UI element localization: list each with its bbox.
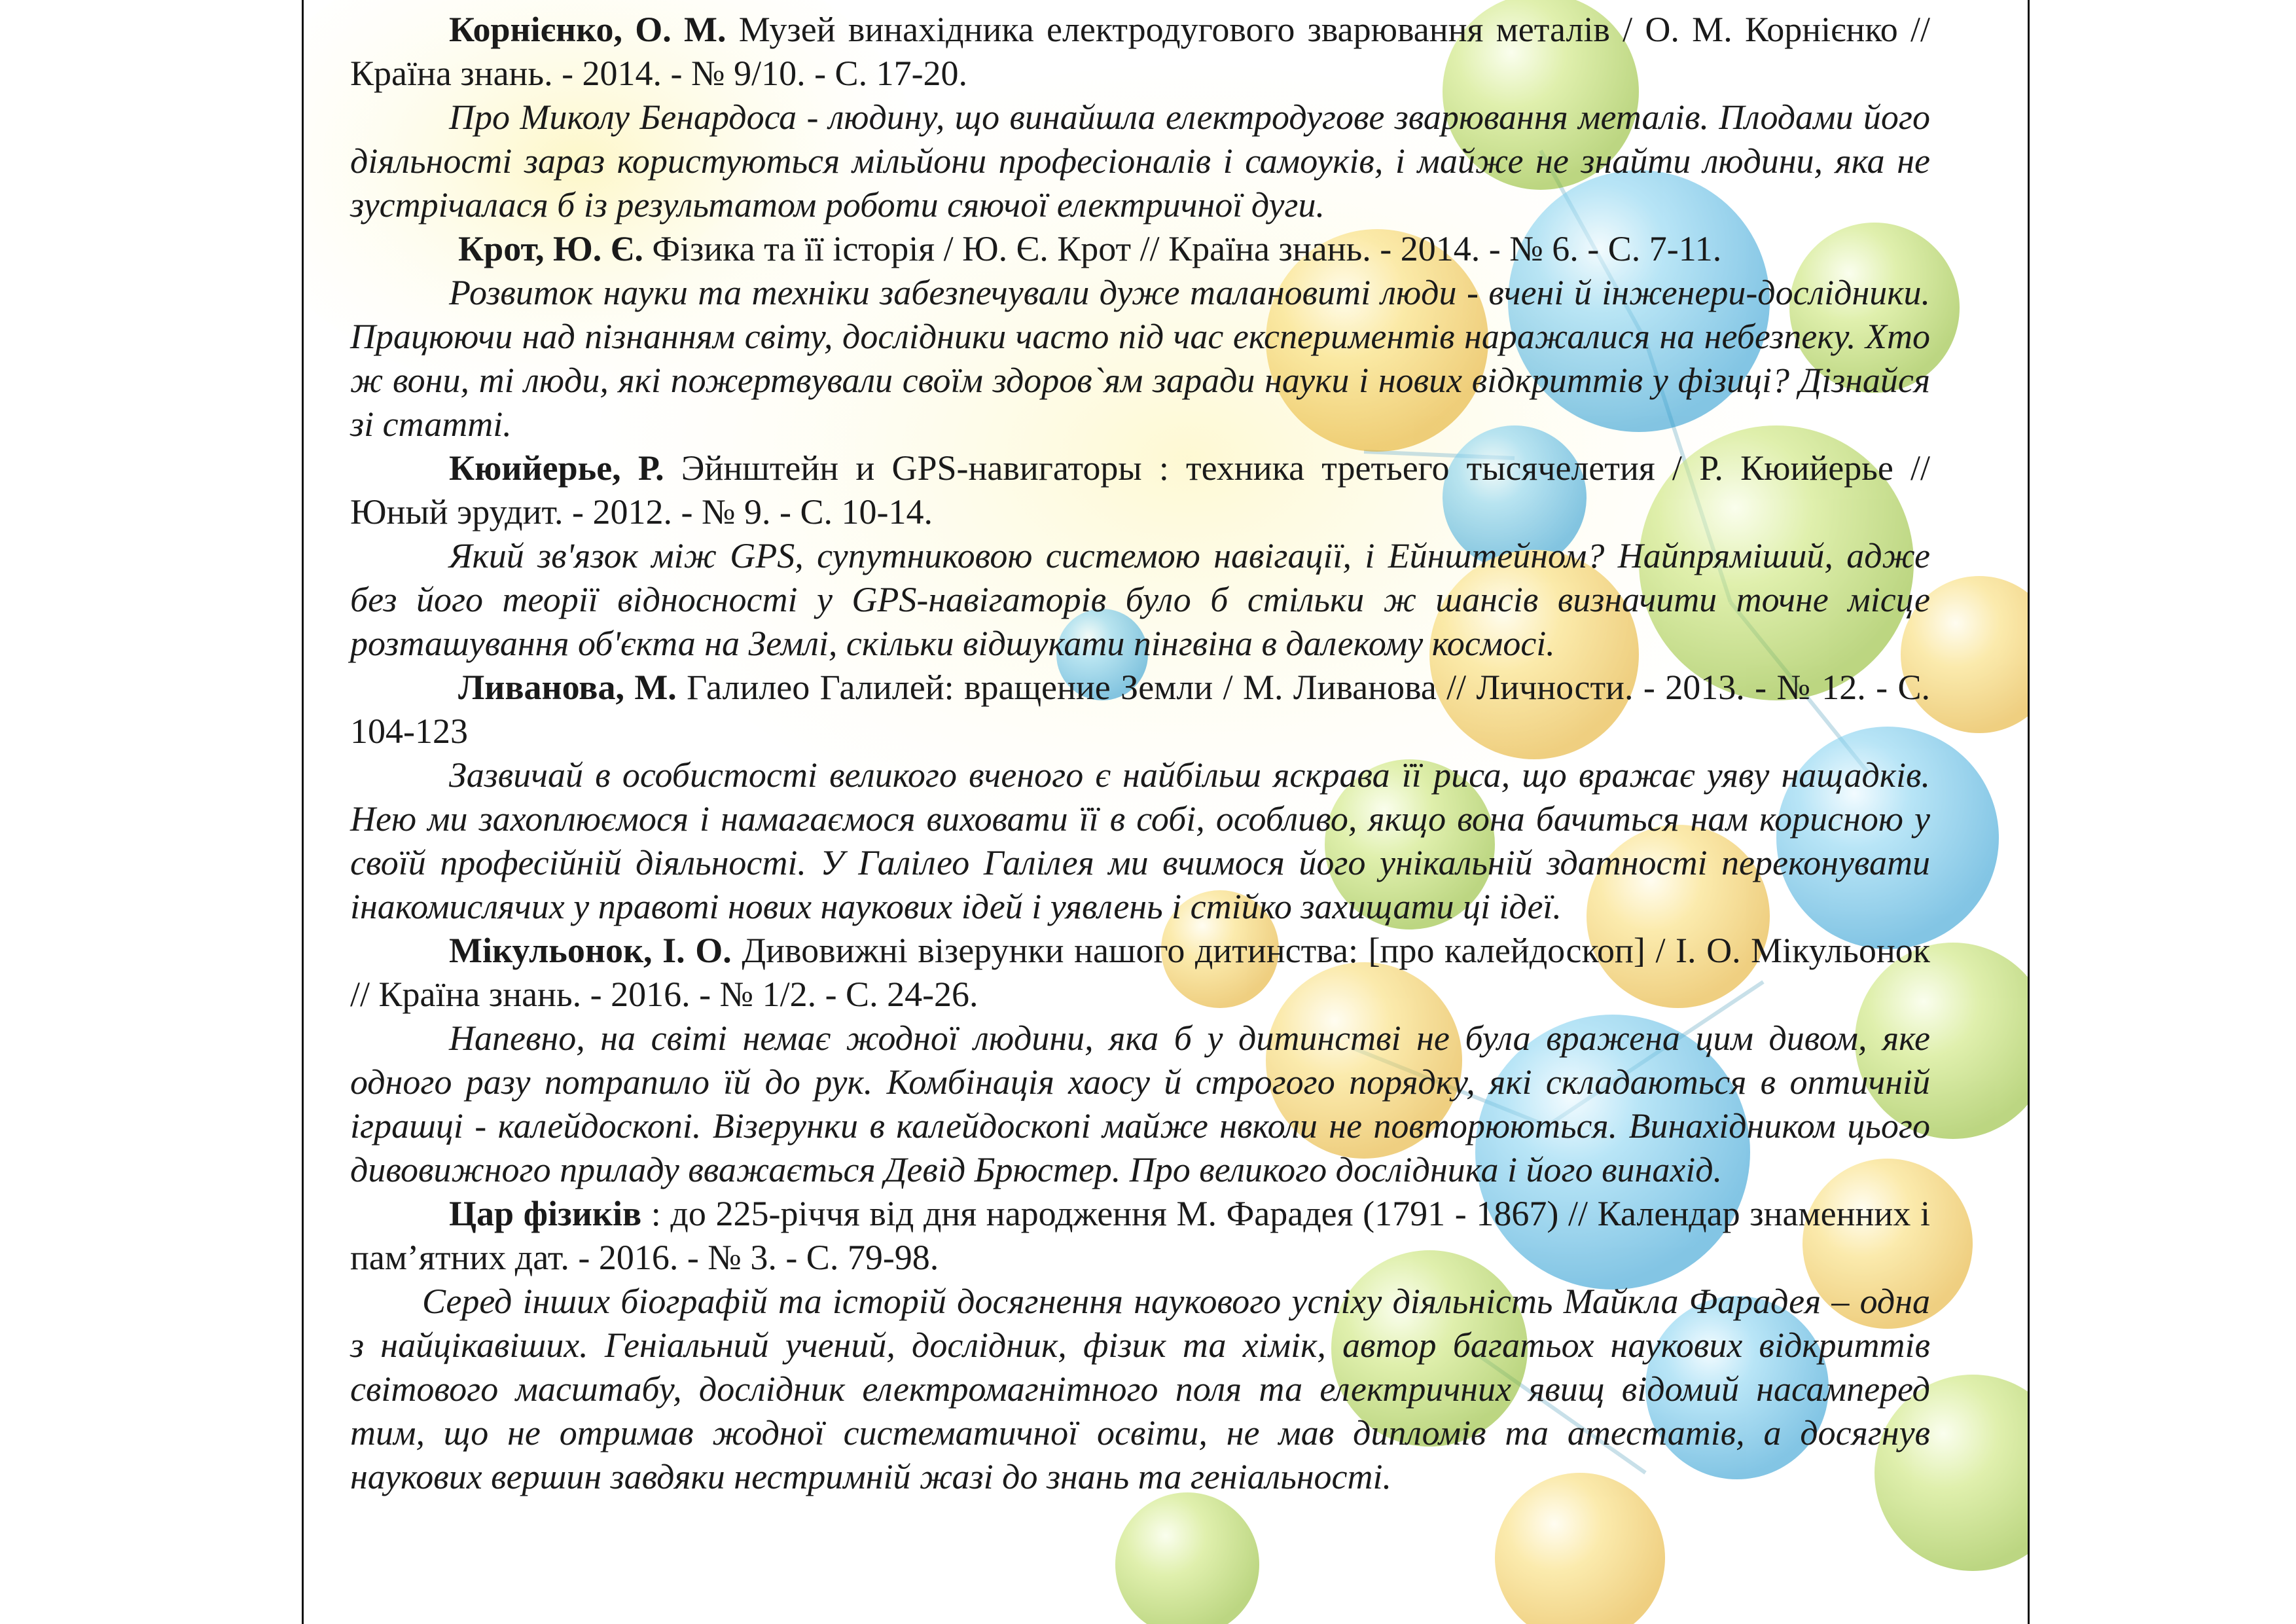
entry-author: Кюийерье, Р. (449, 448, 664, 488)
entry-text: : до 225-річчя від дня народження М. Фарадея (1791 - 1867) // Календар знаменних і пам’ятних дат. - 2016. - № 3. - С. 79-98. (350, 1194, 1930, 1277)
entry-annotation: Зазвичай в особистості великого вченого є найбільш яскрава її риса, що вражає уяву нащадків. Нею ми захоплюємося і намагаємося виховати її в собі, особливо, якщо вона бачиться нам корисною у своїй професійній діяльності. У Галілео Галілея ми вчимося його унікальній здатності переконувати інакомислячих у правоті нових наукових ідей і уявлень і стійко захищати ці ідеї. (350, 755, 1930, 926)
entry-annotation: Напевно, на світі немає жодної людини, яка б у дитинстві не була вражена цим дивом, яке одного разу потрапило їй до рук. Комбінація хаосу й строгого порядку, які складаються в оптичній іграшці - калейдоскопі. Візерунки в калейдоскопі майже нвколи не повторюються. Винахідником цього дивовижного приладу вважається Девід Брюстер. Про великого дослідника і його винахід. (350, 1019, 1930, 1189)
entry-annotation: Розвиток науки та техніки забезпечували дуже талановиті люди - вчені й інженери-дослідники. Працюючи над пізнанням світу, дослідники часто під час експериментів наражалися на небезпеку. Хто ж вони, ті люди, які пожертвували своїм здоров`ям заради науки і нових відкриттів у фізиці? Дізнайся зі статті. (350, 273, 1930, 444)
entry-text: Музей винахідника електродугового зварювання металів / О. М. Корнієнко // Країна знань. - 2014. - № 9/10. - С. 17-20. (350, 10, 1931, 93)
entry-citation (350, 929, 1930, 1017)
entry-citation (350, 446, 1930, 534)
entry-citation (350, 227, 1930, 271)
entry-citation (350, 8, 1930, 96)
entry-annotation: Який зв'язок між GPS, супутниковою системою навігації, і Ейнштейном? Найпряміший, адже без його теорії відносності у GPS-навігаторів було б стільки ж шансів визначити точне місце розташування об'єкта на Землі, скільки відшукати пінгвіна в далекому космосі. (350, 536, 1930, 663)
entry-author: Крот, Ю. Є. (458, 229, 643, 268)
entry-text: Фізика та її історія / Ю. Є. Крот // Країна знань. - 2014. - № 6. - С. 7-11. (643, 229, 1722, 268)
entry-annotation: Про Миколу Бенардоса - людину, що винайшла електродугове зварювання металів. Плодами його діяльності зараз користуються мільйони професіоналів і самоуків, і майже не знайти людини, яка не зустрічалася б із результатом роботи сяючої електричної дуги. (350, 98, 1930, 225)
document-page (302, 0, 2030, 1624)
entry-author: Корнієнко, О. М. (449, 10, 726, 49)
entry-author: Цар фізиків (449, 1194, 642, 1233)
entry-author: Ливанова, М. (458, 668, 677, 707)
entry-citation (350, 666, 1930, 753)
entry-text: Эйнштейн и GPS-навигаторы : техника третьего тысячелетия / Р. Кюийерье // Юный эрудит. - 2012. - № 9. - С. 10-14. (350, 448, 1931, 532)
entry-text: Галилео Галилей: вращение Земли / М. Ливанова // Личности. - 2013. - № 12. - С. 104-123 (350, 668, 1930, 751)
entry-author: Мікульонок, І. О. (449, 931, 732, 970)
entry-annotation: Серед інших біографій та історій досягнення наукового успіху діяльність Майкла Фарадея – одна з найцікавіших. Геніальний учений, дослідник, фізик та хімік, автор багатьох наукових відкриттів світового масштабу, дослідник електромагнітного поля та електричних явищ відомий насамперед тим, що не отримав жодної систематичної освіти, не мав дипломів та атестатів, а досягнув наукових вершин завдяки нестримній жазі до знань та геніальності. (350, 1282, 1930, 1496)
entry-citation (350, 1192, 1930, 1280)
bibliography-list (350, 8, 1930, 1499)
entry-text: Дивовижні візерунки нашого дитинства: [про калейдоскоп] / І. О. Мікульонок // Країна знань. - 2016. - № 1/2. - С. 24-26. (350, 931, 1930, 1014)
